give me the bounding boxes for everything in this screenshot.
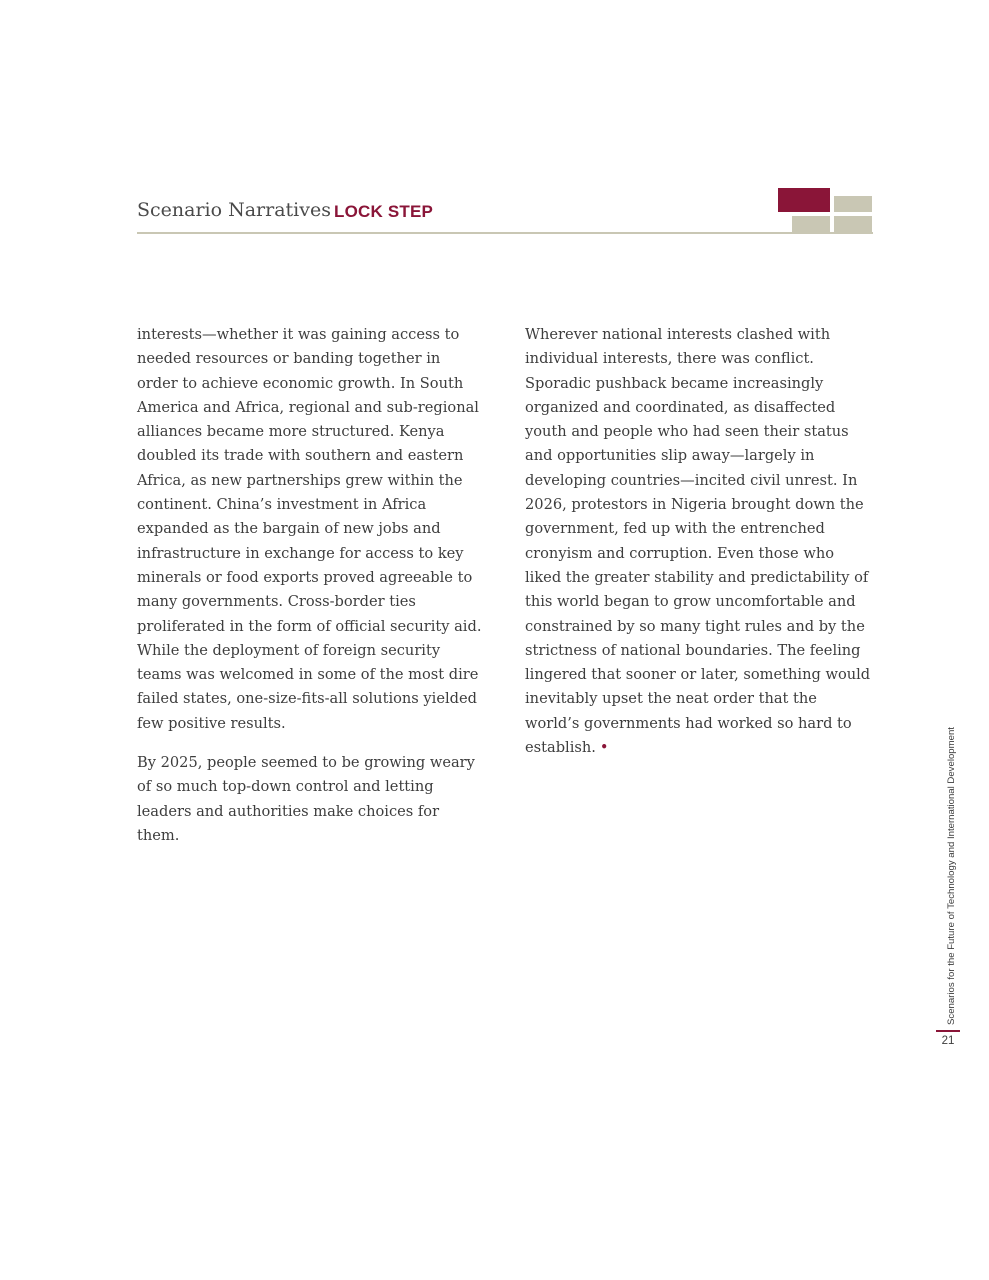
body-paragraph-text: Wherever national interests clashed with individual interests, there was conflict. Sporadic pushback became increasingly organized and coordinated, as disaffected youth and people who had seen their status and opportunities slip away—largely in developing countries—incited civil unrest. In 2026, protestors in Nigeria brought down the government, fed up with the entrenched cronyism and corruption. Even those who liked the greater stability and predictability of this world began to grow uncomfortable and constrained by so many tight rules and by the strictness of national boundaries. The feeling lingered that sooner or later, something would inevitably upset the neat order that the world’s governments had worked so hard to establish. bbox=[525, 326, 871, 757]
body-paragraph bbox=[525, 323, 873, 760]
header-divider bbox=[137, 232, 873, 234]
header-decoration-block bbox=[834, 196, 872, 212]
body-paragraph: interests—whether it was gaining access to needed resources or banding together in order to achieve economic growth. In South America and Africa, regional and sub-regional alliances became more structured. Kenya doubled its trade with southern and eastern Africa, as new partnerships grew within the continent. China’s investment in Africa expanded as the bargain of new jobs and infrastructure in exchange for access to key minerals or food exports proved agreeable to many governments. Cross-border ties proliferated in the form of official security aid. While the deployment of foreign security teams was welcomed in some of the most dire failed states, one-size-fits-all solutions yielded few positive results. bbox=[137, 326, 482, 732]
section-title: Scenario Narratives bbox=[137, 199, 331, 221]
running-footer-title: Scenarios for the Future of Technology and International Development bbox=[946, 727, 957, 1025]
header-decoration-block bbox=[792, 216, 830, 232]
header-decoration-block bbox=[834, 216, 872, 232]
scenario-title: LOCK STEP bbox=[334, 202, 434, 221]
body-column-right bbox=[525, 323, 873, 775]
header-decoration-block-accent bbox=[778, 188, 830, 212]
page-header bbox=[137, 197, 873, 233]
body-column-left bbox=[137, 323, 485, 863]
page-number-divider bbox=[936, 1030, 960, 1032]
end-of-story-bullet-icon: • bbox=[599, 739, 609, 757]
page-number: 21 bbox=[941, 1035, 955, 1047]
body-paragraph: By 2025, people seemed to be growing weary of so much top-down control and letting leaders and authorities make choices for them. bbox=[137, 754, 475, 844]
